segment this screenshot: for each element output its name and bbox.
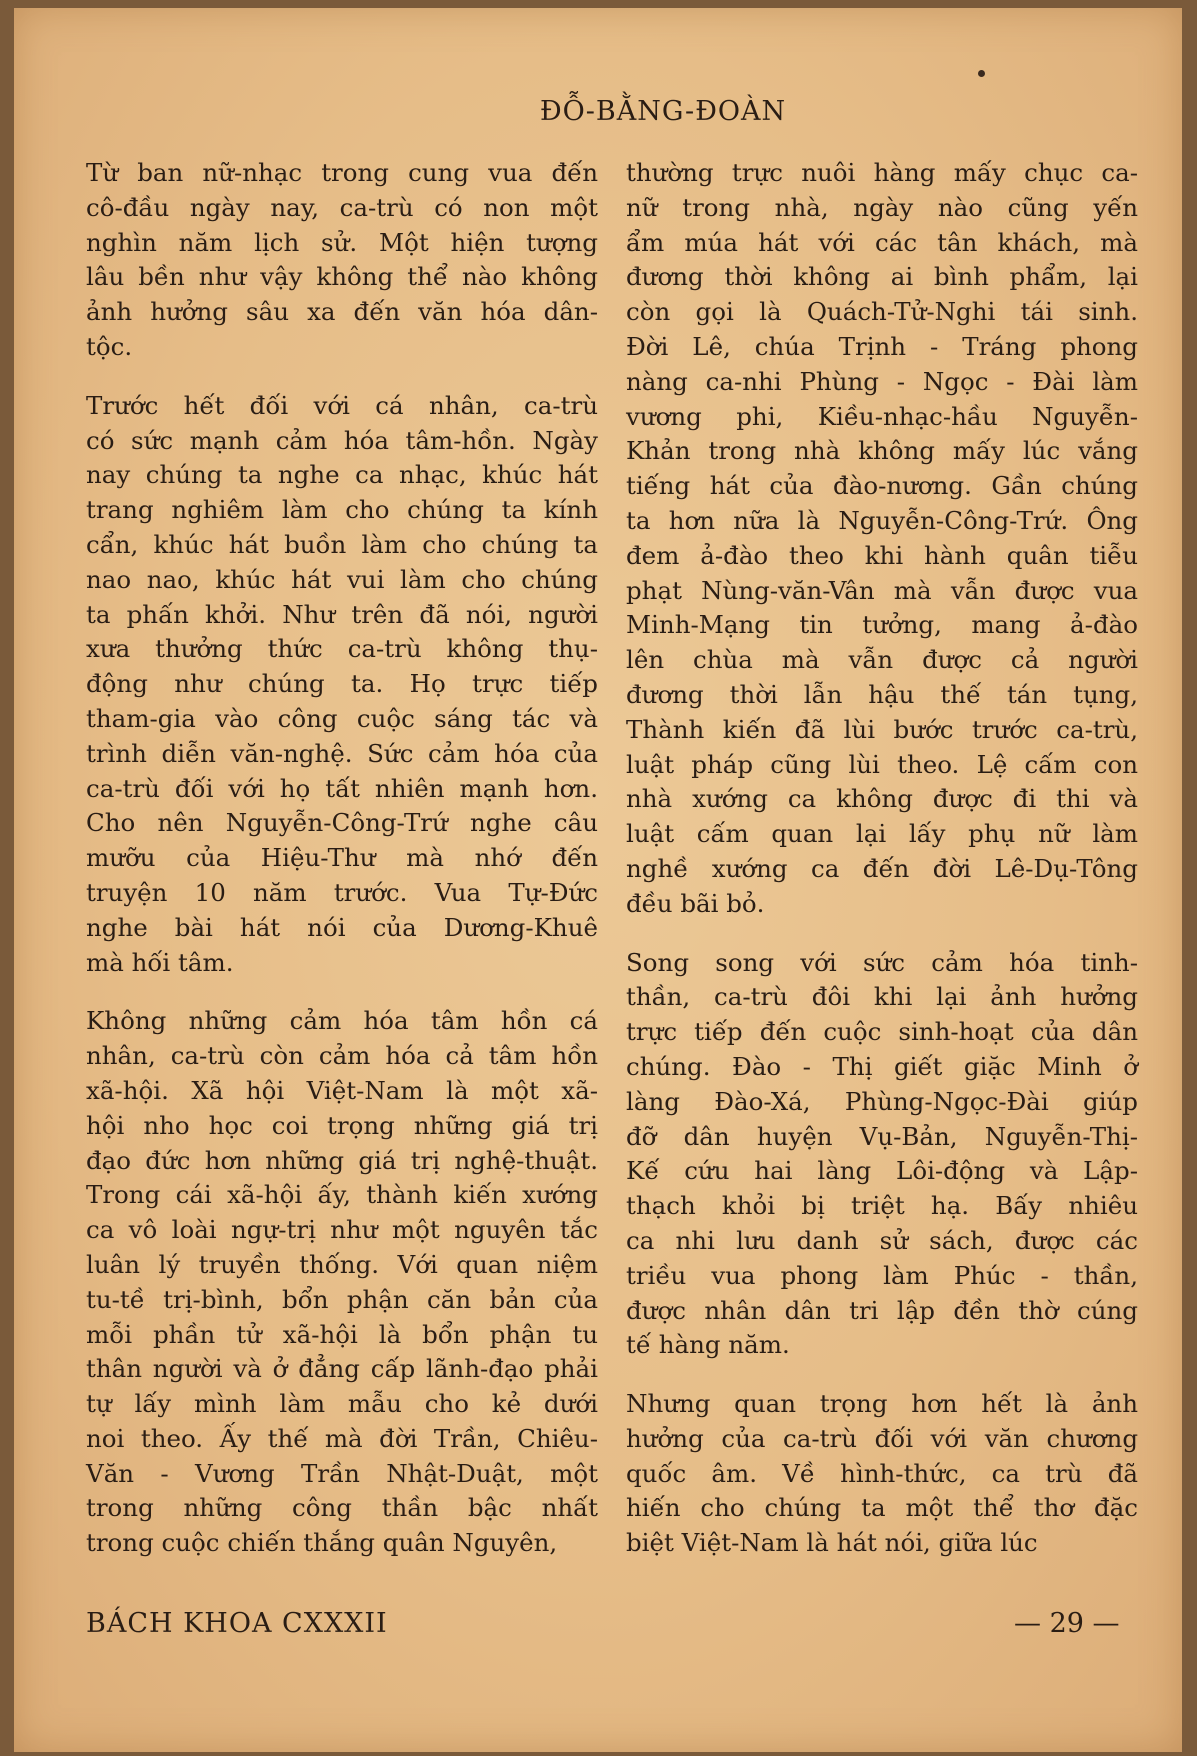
text-line: tiếng hát của đào-nương. Gần chúng xyxy=(626,471,1138,501)
text-line: Trong cái xã-hội ấy, thành kiến xướng xyxy=(86,1180,598,1210)
page-header: ĐỖ-BẰNG-ĐOÀN xyxy=(539,96,787,127)
paragraph-gap xyxy=(626,1363,1138,1387)
text-line: Nhưng quan trọng hơn hết là ảnh xyxy=(626,1389,1138,1419)
paragraph xyxy=(626,1387,1138,1561)
left-column xyxy=(86,156,598,1561)
text-line: Song song với sức cảm hóa tinh- xyxy=(626,947,1138,977)
text-line: Không những cảm hóa tâm hồn cá xyxy=(86,1006,598,1036)
text-line: biệt Việt-Nam là hát nói, giữa lúc xyxy=(626,1528,1038,1558)
magazine-page xyxy=(14,8,1182,1752)
text-line: nghe bài hát nói của Dương-Khuê xyxy=(86,912,598,942)
paragraph xyxy=(626,946,1138,1364)
text-line: quốc âm. Về hình-thức, ca trù đã xyxy=(626,1458,1138,1488)
text-line: vương phi, Kiều-nhạc-hầu Nguyễn- xyxy=(626,401,1138,431)
text-line: tu-tề trị-bình, bổn phận căn bản của xyxy=(86,1284,598,1314)
text-line: còn gọi là Quách-Tử-Nghi tái sinh. xyxy=(626,297,1138,327)
text-line: trong cuộc chiến thắng quân Nguyên, xyxy=(86,1528,558,1558)
text-line: ta hơn nữa là Nguyễn-Công-Trứ. Ông xyxy=(626,505,1138,535)
paragraph xyxy=(86,389,598,981)
text-line: nao nao, khúc hát vui làm cho chúng xyxy=(86,564,598,594)
text-line: thân người và ở đẳng cấp lãnh-đạo phải xyxy=(86,1354,598,1384)
text-line: cô-đầu ngày nay, ca-trù có non một xyxy=(86,192,598,222)
text-line: luật cấm quan lại lấy phụ nữ làm xyxy=(626,819,1138,849)
text-line: làng Đào-Xá, Phùng-Ngọc-Đài giúp xyxy=(626,1086,1138,1116)
paragraph-gap xyxy=(86,980,598,1004)
text-line: thần, ca-trù đôi khi lại ảnh hưởng xyxy=(626,982,1138,1012)
text-line: trang nghiêm làm cho chúng ta kính xyxy=(86,495,598,525)
text-line: hiến cho chúng ta một thể thơ đặc xyxy=(626,1493,1138,1523)
text-line: hội nho học coi trọng những giá trị xyxy=(86,1110,598,1140)
text-line: trình diễn văn-nghệ. Sức cảm hóa của xyxy=(86,738,598,768)
text-line: lâu bền như vậy không thể nào không xyxy=(86,262,598,292)
text-line: mưỡu của Hiệu-Thư mà nhớ đến xyxy=(86,843,598,873)
text-line: đương thời lẫn hậu thế tán tụng, xyxy=(626,679,1138,709)
text-line: noi theo. Ấy thế mà đời Trần, Chiêu- xyxy=(86,1423,598,1453)
text-line: nhân, ca-trù còn cảm hóa cả tâm hồn xyxy=(86,1041,598,1071)
text-line: nghìn năm lịch sử. Một hiện tượng xyxy=(86,227,598,257)
text-line: lên chùa mà vẫn được cả người xyxy=(626,645,1138,675)
text-line: truyện 10 năm trước. Vua Tự-Đức xyxy=(86,877,598,907)
text-line: ca vô loài ngự-trị như một nguyên tắc xyxy=(86,1215,598,1245)
text-line: thạch khỏi bị triệt hạ. Bấy nhiêu xyxy=(626,1191,1138,1221)
text-line: ca nhi lưu danh sử sách, được các xyxy=(626,1225,1138,1255)
text-line: Đời Lê, chúa Trịnh - Tráng phong xyxy=(626,331,1138,361)
text-line: Kế cứu hai làng Lôi-động và Lập- xyxy=(626,1156,1138,1186)
text-line: phạt Nùng-văn-Vân mà vẫn được vua xyxy=(626,575,1138,605)
text-line: được nhân dân tri lập đền thờ cúng xyxy=(626,1295,1138,1325)
text-line: trực tiếp đến cuộc sinh-hoạt của dân xyxy=(626,1017,1138,1047)
right-column xyxy=(626,156,1138,1561)
text-line: trong những công thần bậc nhất xyxy=(86,1493,598,1523)
text-line: Minh-Mạng tin tưởng, mang ả-đào xyxy=(626,610,1138,640)
text-line: luật pháp cũng lùi theo. Lệ cấm con xyxy=(626,749,1138,779)
text-line: xã-hội. Xã hội Việt-Nam là một xã- xyxy=(86,1075,598,1105)
paragraph xyxy=(86,156,598,365)
text-line: luân lý truyền thống. Với quan niệm xyxy=(86,1249,598,1279)
text-line: đỡ dân huyện Vụ-Bản, Nguyễn-Thị- xyxy=(626,1121,1138,1151)
text-line: thường trực nuôi hàng mấy chục ca- xyxy=(626,158,1138,187)
text-line: ảnh hưởng sâu xa đến văn hóa dân- xyxy=(86,297,598,327)
text-line: động như chúng ta. Họ trực tiếp xyxy=(86,669,598,699)
text-line: Khản trong nhà không mấy lúc vắng xyxy=(626,436,1138,466)
text-line: chúng. Đào - Thị giết giặc Minh ở xyxy=(626,1051,1138,1081)
text-line: nhà xướng ca không được đi thi và xyxy=(626,784,1138,814)
ink-dot xyxy=(978,70,985,77)
text-line: đem ả-đào theo khi hành quân tiễu xyxy=(626,540,1138,570)
text-line: đạo đức hơn những giá trị nghệ-thuật. xyxy=(86,1145,598,1175)
text-line: mà hối tâm. xyxy=(86,947,234,977)
text-line: đương thời không ai bình phẩm, lại xyxy=(626,262,1138,292)
paragraph-gap xyxy=(86,365,598,389)
text-line: nay chúng ta nghe ca nhạc, khúc hát xyxy=(86,460,598,490)
text-line: nữ trong nhà, ngày nào cũng yến xyxy=(626,192,1138,222)
text-line: mỗi phần tử xã-hội là bổn phận tu xyxy=(86,1319,598,1349)
text-line: cẩn, khúc hát buồn làm cho chúng ta xyxy=(86,529,598,559)
text-line: nghề xướng ca đến đời Lê-Dụ-Tông xyxy=(626,853,1138,883)
text-line: Cho nên Nguyễn-Công-Trứ nghe câu xyxy=(86,808,598,838)
text-line: Thành kiến đã lùi bước trước ca-trù, xyxy=(626,714,1138,744)
page-number: — 29 — xyxy=(1014,1608,1120,1639)
text-line: hưởng của ca-trù đối với văn chương xyxy=(626,1423,1138,1453)
text-line: đều bãi bỏ. xyxy=(626,888,765,918)
text-line: Trước hết đối với cá nhân, ca-trù xyxy=(86,390,598,420)
text-line: Từ ban nữ-nhạc trong cung vua đến xyxy=(86,158,598,187)
paragraph-gap xyxy=(626,922,1138,946)
text-line: nàng ca-nhi Phùng - Ngọc - Đài làm xyxy=(626,366,1138,396)
text-line: Văn - Vương Trần Nhật-Duật, một xyxy=(86,1458,598,1488)
text-line: xưa thưởng thức ca-trù không thụ- xyxy=(86,634,598,664)
text-line: tự lấy mình làm mẫu cho kẻ dưới xyxy=(86,1389,598,1419)
text-line: ta phấn khởi. Như trên đã nói, người xyxy=(86,599,598,629)
text-line: tộc. xyxy=(86,331,133,361)
text-line: tham-gia vào công cuộc sáng tác và xyxy=(86,703,598,733)
text-line: ca-trù đối với họ tất nhiên mạnh hơn. xyxy=(86,773,598,803)
publication-title: BÁCH KHOA CXXXII xyxy=(86,1608,388,1639)
paragraph xyxy=(626,156,1138,922)
text-line: ẩm múa hát với các tân khách, mà xyxy=(626,227,1138,257)
text-line: triều vua phong làm Phúc - thần, xyxy=(626,1260,1138,1290)
text-line: có sức mạnh cảm hóa tâm-hồn. Ngày xyxy=(86,425,598,455)
paragraph xyxy=(86,1004,598,1561)
text-line: tế hàng năm. xyxy=(626,1330,790,1360)
